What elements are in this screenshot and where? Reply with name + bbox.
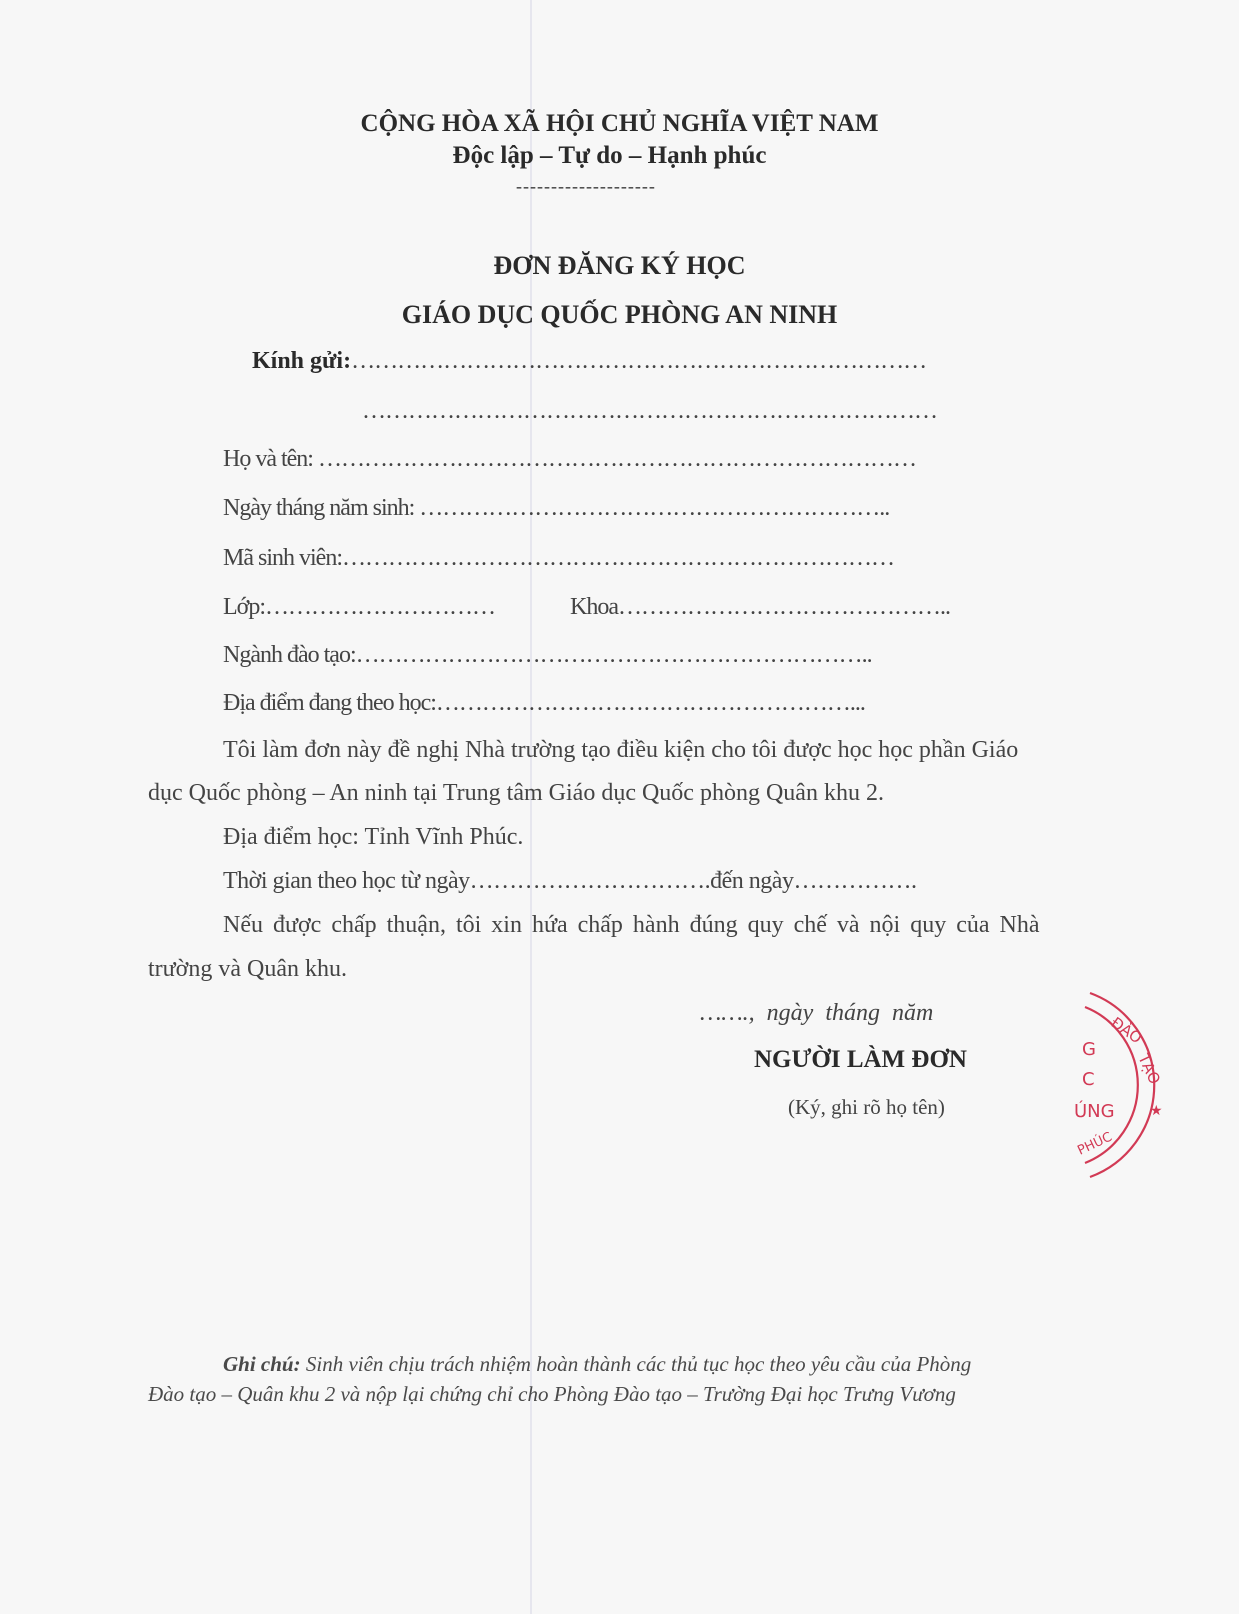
study-place: Địa điểm học: Tỉnh Vĩnh Phúc. bbox=[223, 824, 524, 850]
recipient-label: Kính gửi: bbox=[252, 348, 352, 374]
commitment-line1: Nếu được chấp thuận, tôi xin hứa chấp hành đúng quy chế và nội quy của Nhà bbox=[223, 912, 1040, 938]
field-major: Ngành đào tạo:………………………………………………………….. bbox=[223, 642, 872, 668]
applicant-title: NGƯỜI LÀM ĐƠN bbox=[754, 1046, 967, 1073]
signature-date-line: ……., ngày tháng năm bbox=[700, 1000, 934, 1026]
seal-stamp bbox=[1060, 985, 1200, 1185]
field-student-id: Mã sinh viên:……………………………………………………………… bbox=[223, 545, 894, 571]
request-paragraph-line1: Tôi làm đơn này đề nghị Nhà trường tạo điều kiện cho tôi được học học phần Giáo bbox=[223, 737, 1019, 763]
svg-text:C: C bbox=[1082, 1069, 1095, 1090]
request-paragraph-line2: dục Quốc phòng – An ninh tại Trung tâm Giáo dục Quốc phòng Quân khu 2. bbox=[148, 780, 884, 806]
field-full-name: Họ và tên: …………………………………………………………………… bbox=[223, 446, 916, 472]
form-subtitle: GIÁO DỤC QUỐC PHÒNG AN NINH bbox=[401, 300, 838, 329]
field-class: Lớp:………………………… bbox=[223, 594, 496, 620]
signature-instruction: (Ký, ghi rõ họ tên) bbox=[788, 1095, 945, 1119]
study-period: Thời gian theo học từ ngày………………………….đến ngày……………. bbox=[223, 868, 917, 894]
field-date-of-birth: Ngày tháng năm sinh: …………………………………………………….. bbox=[223, 495, 890, 521]
svg-text:TẠO: TẠO bbox=[1134, 1051, 1164, 1087]
commitment-line2: trường và Quân khu. bbox=[148, 956, 347, 982]
svg-text:G: G bbox=[1082, 1039, 1096, 1060]
field-study-location: Địa điểm đang theo học:………………………………………………... bbox=[223, 690, 865, 716]
footnote-label: Ghi chú: bbox=[223, 1352, 301, 1376]
svg-text:★: ★ bbox=[1150, 1103, 1163, 1119]
footnote-line1 bbox=[223, 1352, 971, 1377]
svg-text:PHÚC: PHÚC bbox=[1075, 1129, 1115, 1159]
field-faculty: Khoa…………………………………….. bbox=[570, 594, 950, 620]
recipient-row bbox=[252, 348, 926, 375]
recipient-dots-2: ………………………………………………………………… bbox=[362, 398, 937, 424]
svg-text:ÚNG: ÚNG bbox=[1074, 1101, 1115, 1122]
footnote-line2: Đào tạo – Quân khu 2 và nộp lại chứng chỉ cho Phòng Đào tạo – Trường Đại học Trưng Vương bbox=[148, 1382, 956, 1406]
header-divider: -------------------- bbox=[516, 176, 656, 196]
recipient-dots: ………………………………………………………………… bbox=[351, 348, 927, 374]
national-motto: Độc lập – Tự do – Hạnh phúc bbox=[452, 142, 767, 169]
form-title: ĐƠN ĐĂNG KÝ HỌC bbox=[493, 251, 746, 280]
country-name: CỘNG HÒA XÃ HỘI CHỦ NGHĨA VIỆT NAM bbox=[360, 110, 879, 137]
footnote-text-1: Sinh viên chịu trách nhiệm hoàn thành các thủ tục học theo yêu cầu của Phòng bbox=[305, 1352, 972, 1376]
svg-text:ĐÀO: ĐÀO bbox=[1107, 1013, 1146, 1048]
